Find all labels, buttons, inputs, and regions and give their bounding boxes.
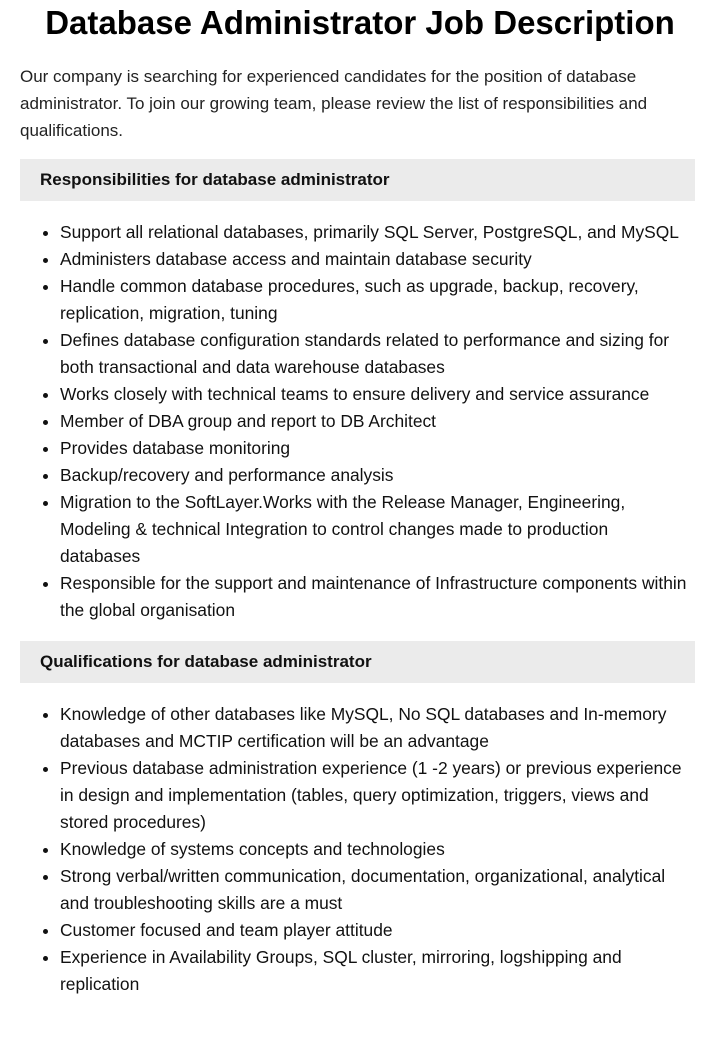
- list-item: • Knowledge of other databases like MySQL, No SQL databases and In-memory databases and MCTIP certification will be an advantage: [60, 701, 690, 755]
- list-item: • Provides database monitoring: [60, 435, 690, 462]
- list-item: • Responsible for the support and maintenance of Infrastructure components within the global organisation: [60, 570, 690, 624]
- list-item: • Defines database configuration standards related to performance and sizing for both transactional and data warehouse databases: [60, 327, 690, 381]
- responsibilities-list: [20, 219, 690, 624]
- list-item: • Works closely with technical teams to ensure delivery and service assurance: [60, 381, 690, 408]
- page-title: Database Administrator Job Description: [45, 4, 675, 41]
- list-item: • Strong verbal/written communication, documentation, organizational, analytical and troubleshooting skills are a must: [60, 863, 690, 917]
- list-item: • Migration to the SoftLayer.Works with the Release Manager, Engineering, Modeling & technical Integration to control changes made to production databases: [60, 489, 690, 570]
- list-item: • Administers database access and maintain database security: [60, 246, 690, 273]
- list-item: • Knowledge of systems concepts and technologies: [60, 836, 690, 863]
- list-item: • Backup/recovery and performance analysis: [60, 462, 690, 489]
- list-item: • Member of DBA group and report to DB Architect: [60, 408, 690, 435]
- list-item: • Previous database administration experience (1 -2 years) or previous experience in design and implementation (tables, query optimization, triggers, views and stored procedures): [60, 755, 690, 836]
- responsibilities-heading: Responsibilities for database administrator: [20, 159, 695, 201]
- list-item: • Customer focused and team player attitude: [60, 917, 690, 944]
- intro-paragraph: Our company is searching for experienced candidates for the position of database administrator. To join our growing team, please review the list of responsibilities and qualifications.: [20, 67, 648, 140]
- qualifications-list: [20, 701, 690, 998]
- qualifications-heading: Qualifications for database administrator: [20, 641, 695, 683]
- list-item: • Handle common database procedures, such as upgrade, backup, recovery, replication, migration, tuning: [60, 273, 690, 327]
- list-item: • Experience in Availability Groups, SQL cluster, mirroring, logshipping and replication: [60, 944, 690, 998]
- list-item: • Support all relational databases, primarily SQL Server, PostgreSQL, and MySQL: [60, 219, 690, 246]
